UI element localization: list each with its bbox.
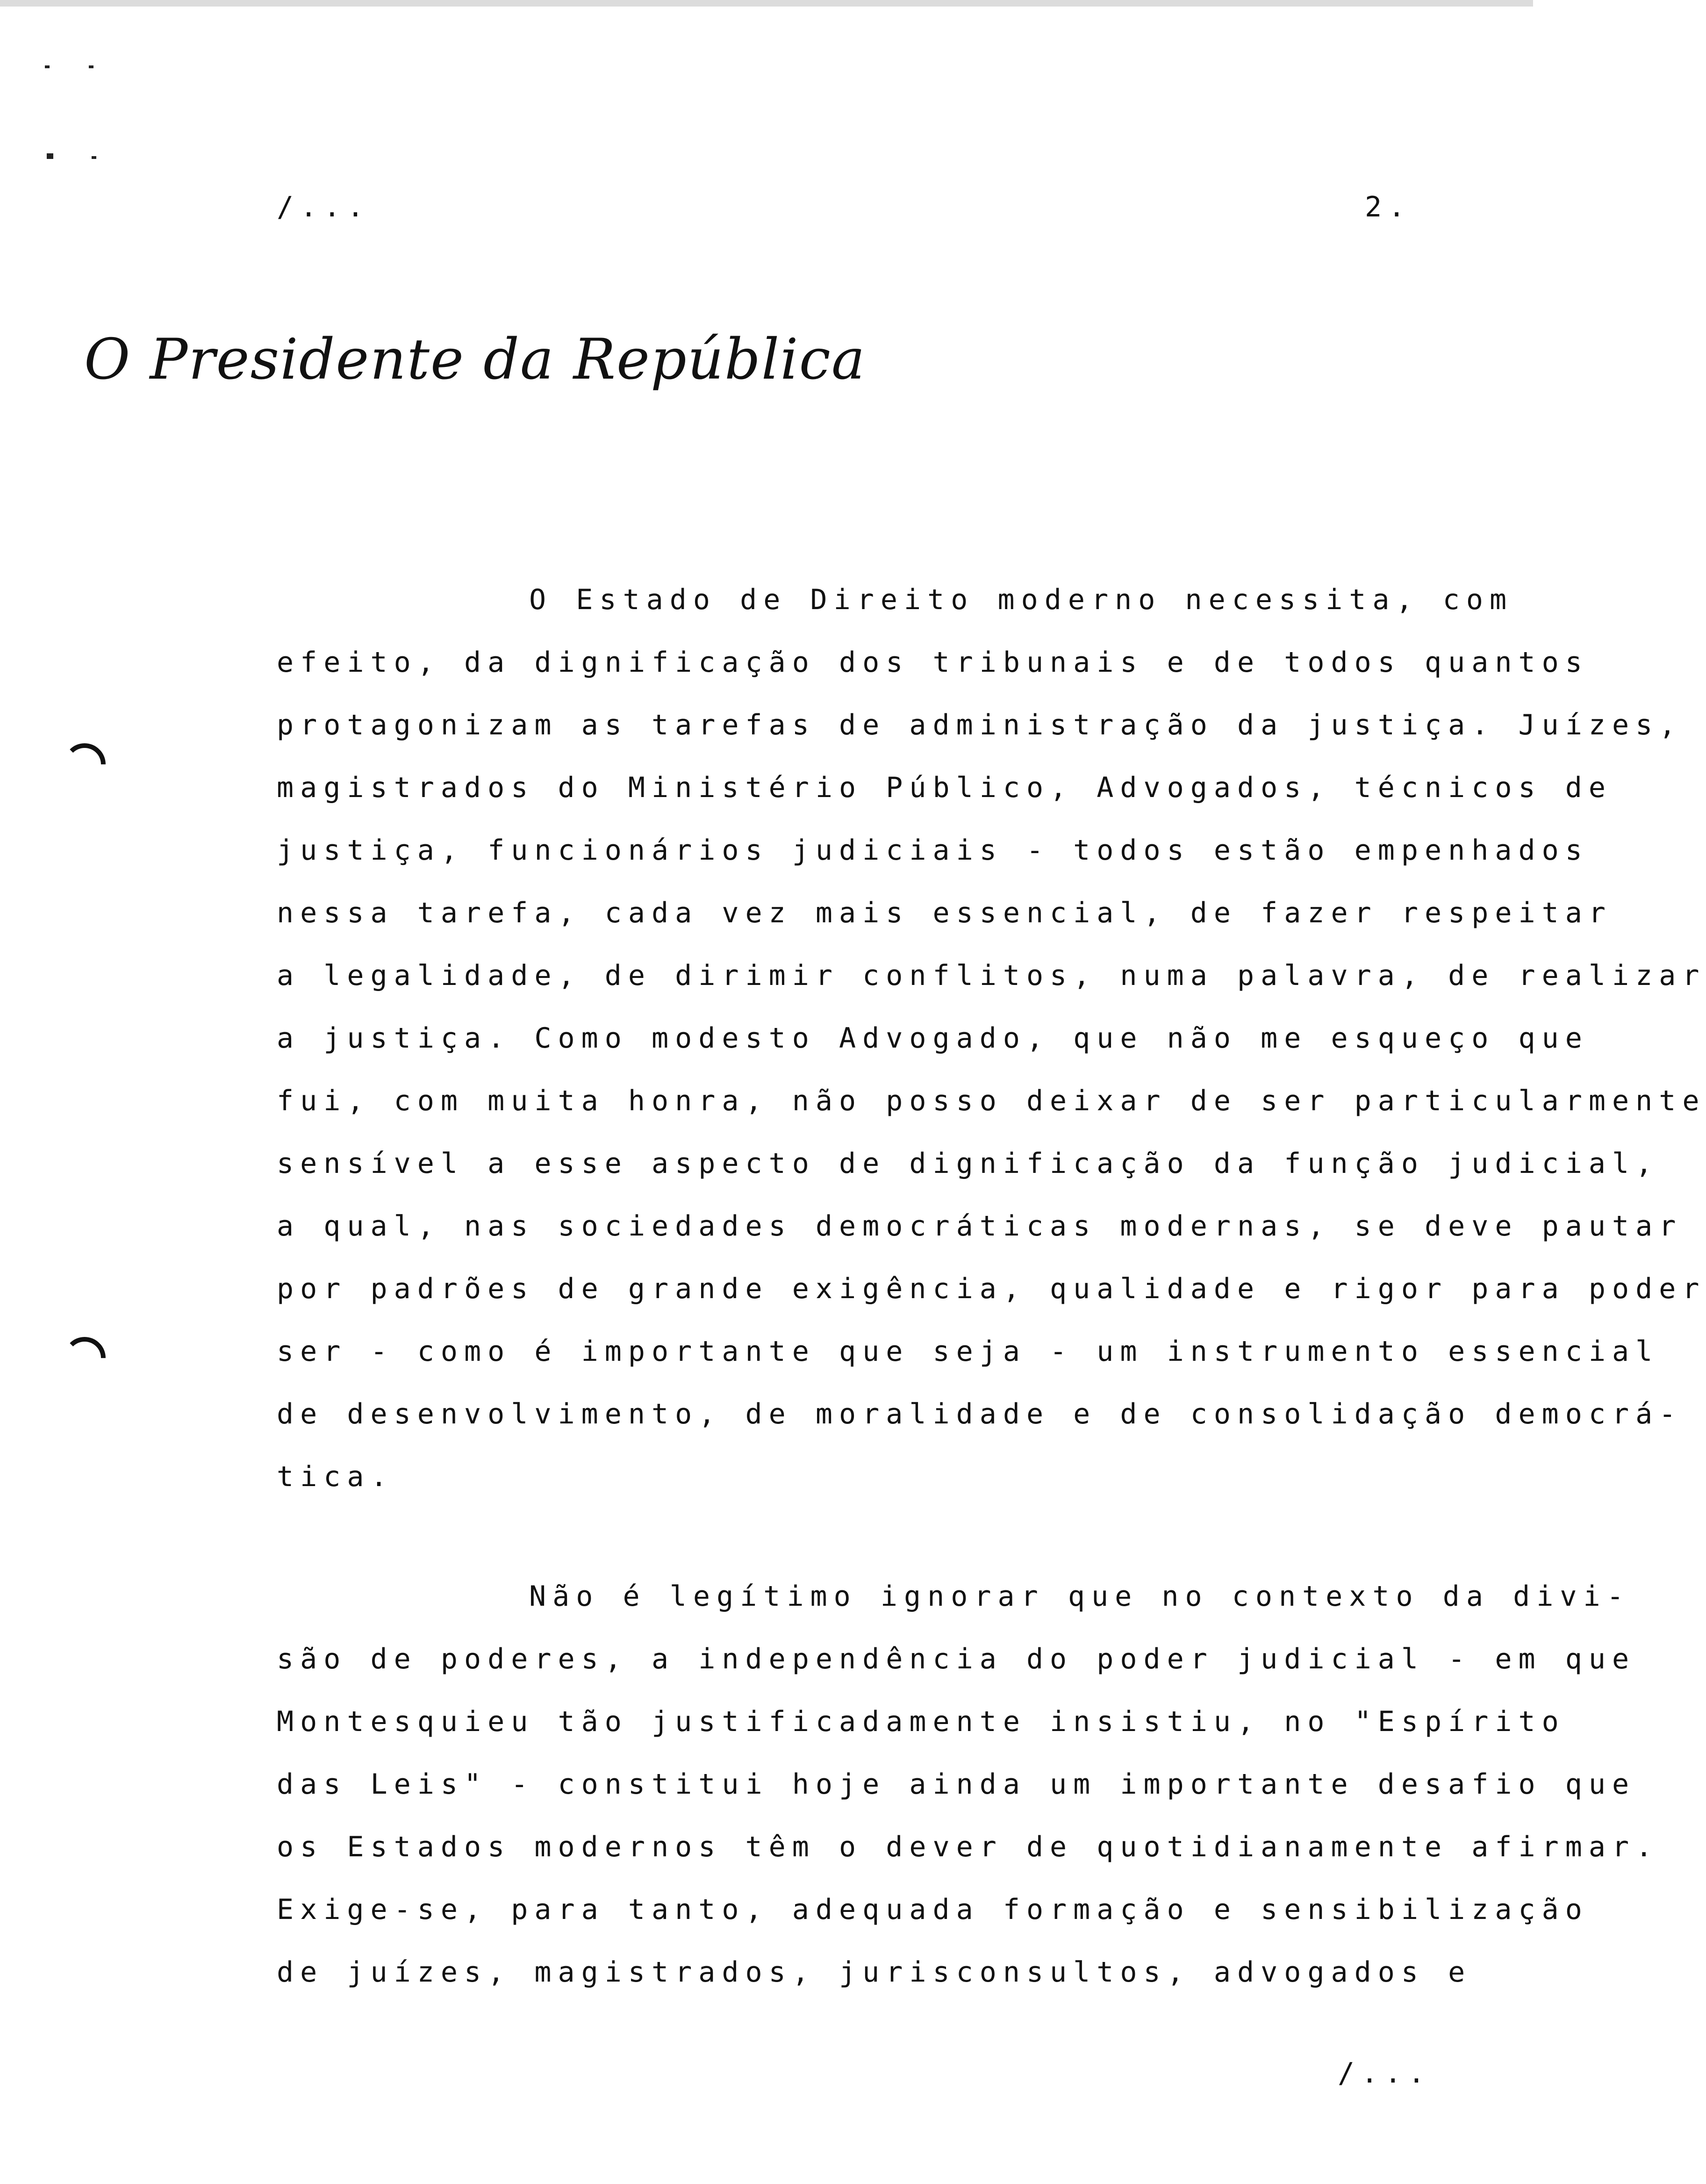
text-line: sensível a esse aspecto de dignificação da função judicial, [277,1147,1659,1180]
text-line: efeito, da dignificação dos tribunais e de todos quantos [277,646,1589,679]
text-line: Montesquieu tão justificadamente insistiu, no "Espírito [277,1705,1565,1738]
scan-speck [45,65,50,68]
text-line: Exige-se, para tanto, adequada formação e sensibilização [277,1893,1589,1926]
punch-hole-mark [55,1328,114,1387]
text-line: os Estados modernos têm o dever de quotidianamente afirmar. [277,1831,1659,1863]
text-line: protagonizam as tarefas de administração da justiça. Juízes, [277,709,1683,741]
text-line: fui, com muita honra, não posso deixar de ser particularmente [277,1085,1706,1117]
text-line: nessa tarefa, cada vez mais essencial, de fazer respeitar [277,897,1613,929]
scan-speck [92,156,96,159]
scan-speck [89,65,93,68]
text-line: justiça, funcionários judiciais - todos estão empenhados [277,834,1589,867]
scan-edge-line [0,0,1533,7]
text-line: por padrões de grande exigência, qualidade e rigor para poder [277,1272,1706,1305]
letterhead-title: O Presidente da República [84,327,866,392]
text-line: Não é legítimo ignorar que no contexto da divi- [529,1580,1630,1613]
punch-hole-mark [55,734,114,794]
page-number: 2. [1365,191,1412,223]
scan-speck [47,153,53,159]
text-line: de juízes, magistrados, jurisconsultos, advogados e [277,1956,1472,1989]
header-continuation-mark: /... [277,191,371,223]
footer-continuation-mark: /... [1338,2057,1432,2090]
text-line: das Leis" - constitui hoje ainda um importante desafio que [277,1768,1636,1801]
text-line: de desenvolvimento, de moralidade e de consolidação democrá- [277,1398,1683,1430]
text-line: magistrados do Ministério Público, Advogados, técnicos de [277,771,1613,804]
text-line: a justiça. Como modesto Advogado, que não me esqueço que [277,1022,1589,1055]
text-line: a qual, nas sociedades democráticas modernas, se deve pautar [277,1210,1683,1243]
text-line: a legalidade, de dirimir conflitos, numa palavra, de realizar [277,959,1706,992]
text-line: ser - como é importante que seja - um instrumento essencial [277,1335,1659,1368]
text-line: O Estado de Direito moderno necessita, com [529,583,1513,616]
paragraph-2 [277,1565,1659,2004]
text-line: são de poderes, a independência do poder judicial - em que [277,1643,1636,1675]
paragraph-1 [277,568,1706,1508]
text-line: tica. [277,1460,394,1493]
